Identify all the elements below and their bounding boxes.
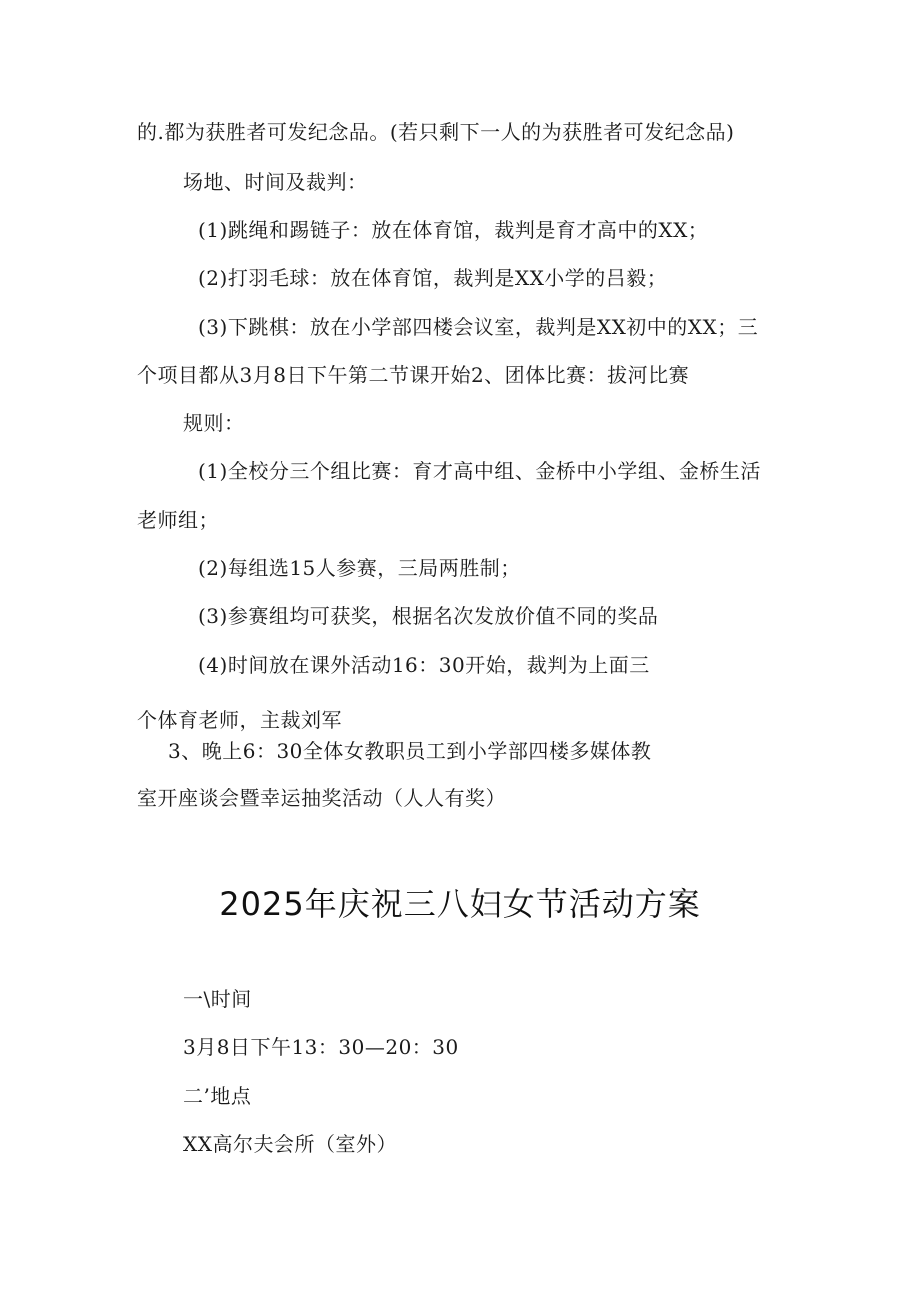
text-line-item-3-cont: 个项目都从3月8日下午第二节课开始2、团体比赛：拔河比赛 xyxy=(137,363,690,387)
text-line-evening: 3、晚上6：30全体女教职员工到小学部四楼多媒体教 xyxy=(168,739,652,763)
text-line-item-1: (1)跳绳和踢链子：放在体育馆，裁判是育才高中的XX； xyxy=(198,218,709,242)
text-line-item-2: (2)打羽毛球：放在体育馆，裁判是XX小学的吕毅； xyxy=(198,266,668,290)
text-line-location-value: XX高尔夫会所（室外） xyxy=(183,1132,397,1156)
page-title: 2025年庆祝三八妇女节活动方案 xyxy=(219,885,701,923)
text-line-rule-4-cont: 个体育老师，主裁刘军 xyxy=(137,708,342,732)
text-line-time-heading: 一\时间 xyxy=(183,987,252,1011)
text-line-rules-heading: 规则： xyxy=(183,411,245,435)
text-line-rule-3: (3)参赛组均可获奖，根据名次发放价值不同的奖品 xyxy=(198,604,659,628)
text-line-award-note: 的.都为获胜者可发纪念品。(若只剩下一人的为获胜者可发纪念品) xyxy=(137,120,735,144)
text-line-rule-4: (4)时间放在课外活动16：30开始，裁判为上面三 xyxy=(198,653,650,677)
text-line-time-value: 3月8日下午13：30—20：30 xyxy=(183,1035,459,1059)
text-line-location-heading: 二’地点 xyxy=(183,1084,252,1108)
text-line-rule-1-cont: 老师组； xyxy=(137,508,219,532)
text-line-venue-heading: 场地、时间及裁判： xyxy=(183,170,368,194)
text-line-evening-cont: 室开座谈会暨幸运抽奖活动（人人有奖） xyxy=(137,786,506,810)
text-line-rule-1: (1)全校分三个组比赛：育才高中组、金桥中小学组、金桥生活 xyxy=(198,459,761,483)
text-line-rule-2: (2)每组选15人参赛，三局两胜制； xyxy=(198,556,521,580)
text-line-item-3: (3)下跳棋：放在小学部四楼会议室，裁判是XX初中的XX；三 xyxy=(198,315,759,339)
